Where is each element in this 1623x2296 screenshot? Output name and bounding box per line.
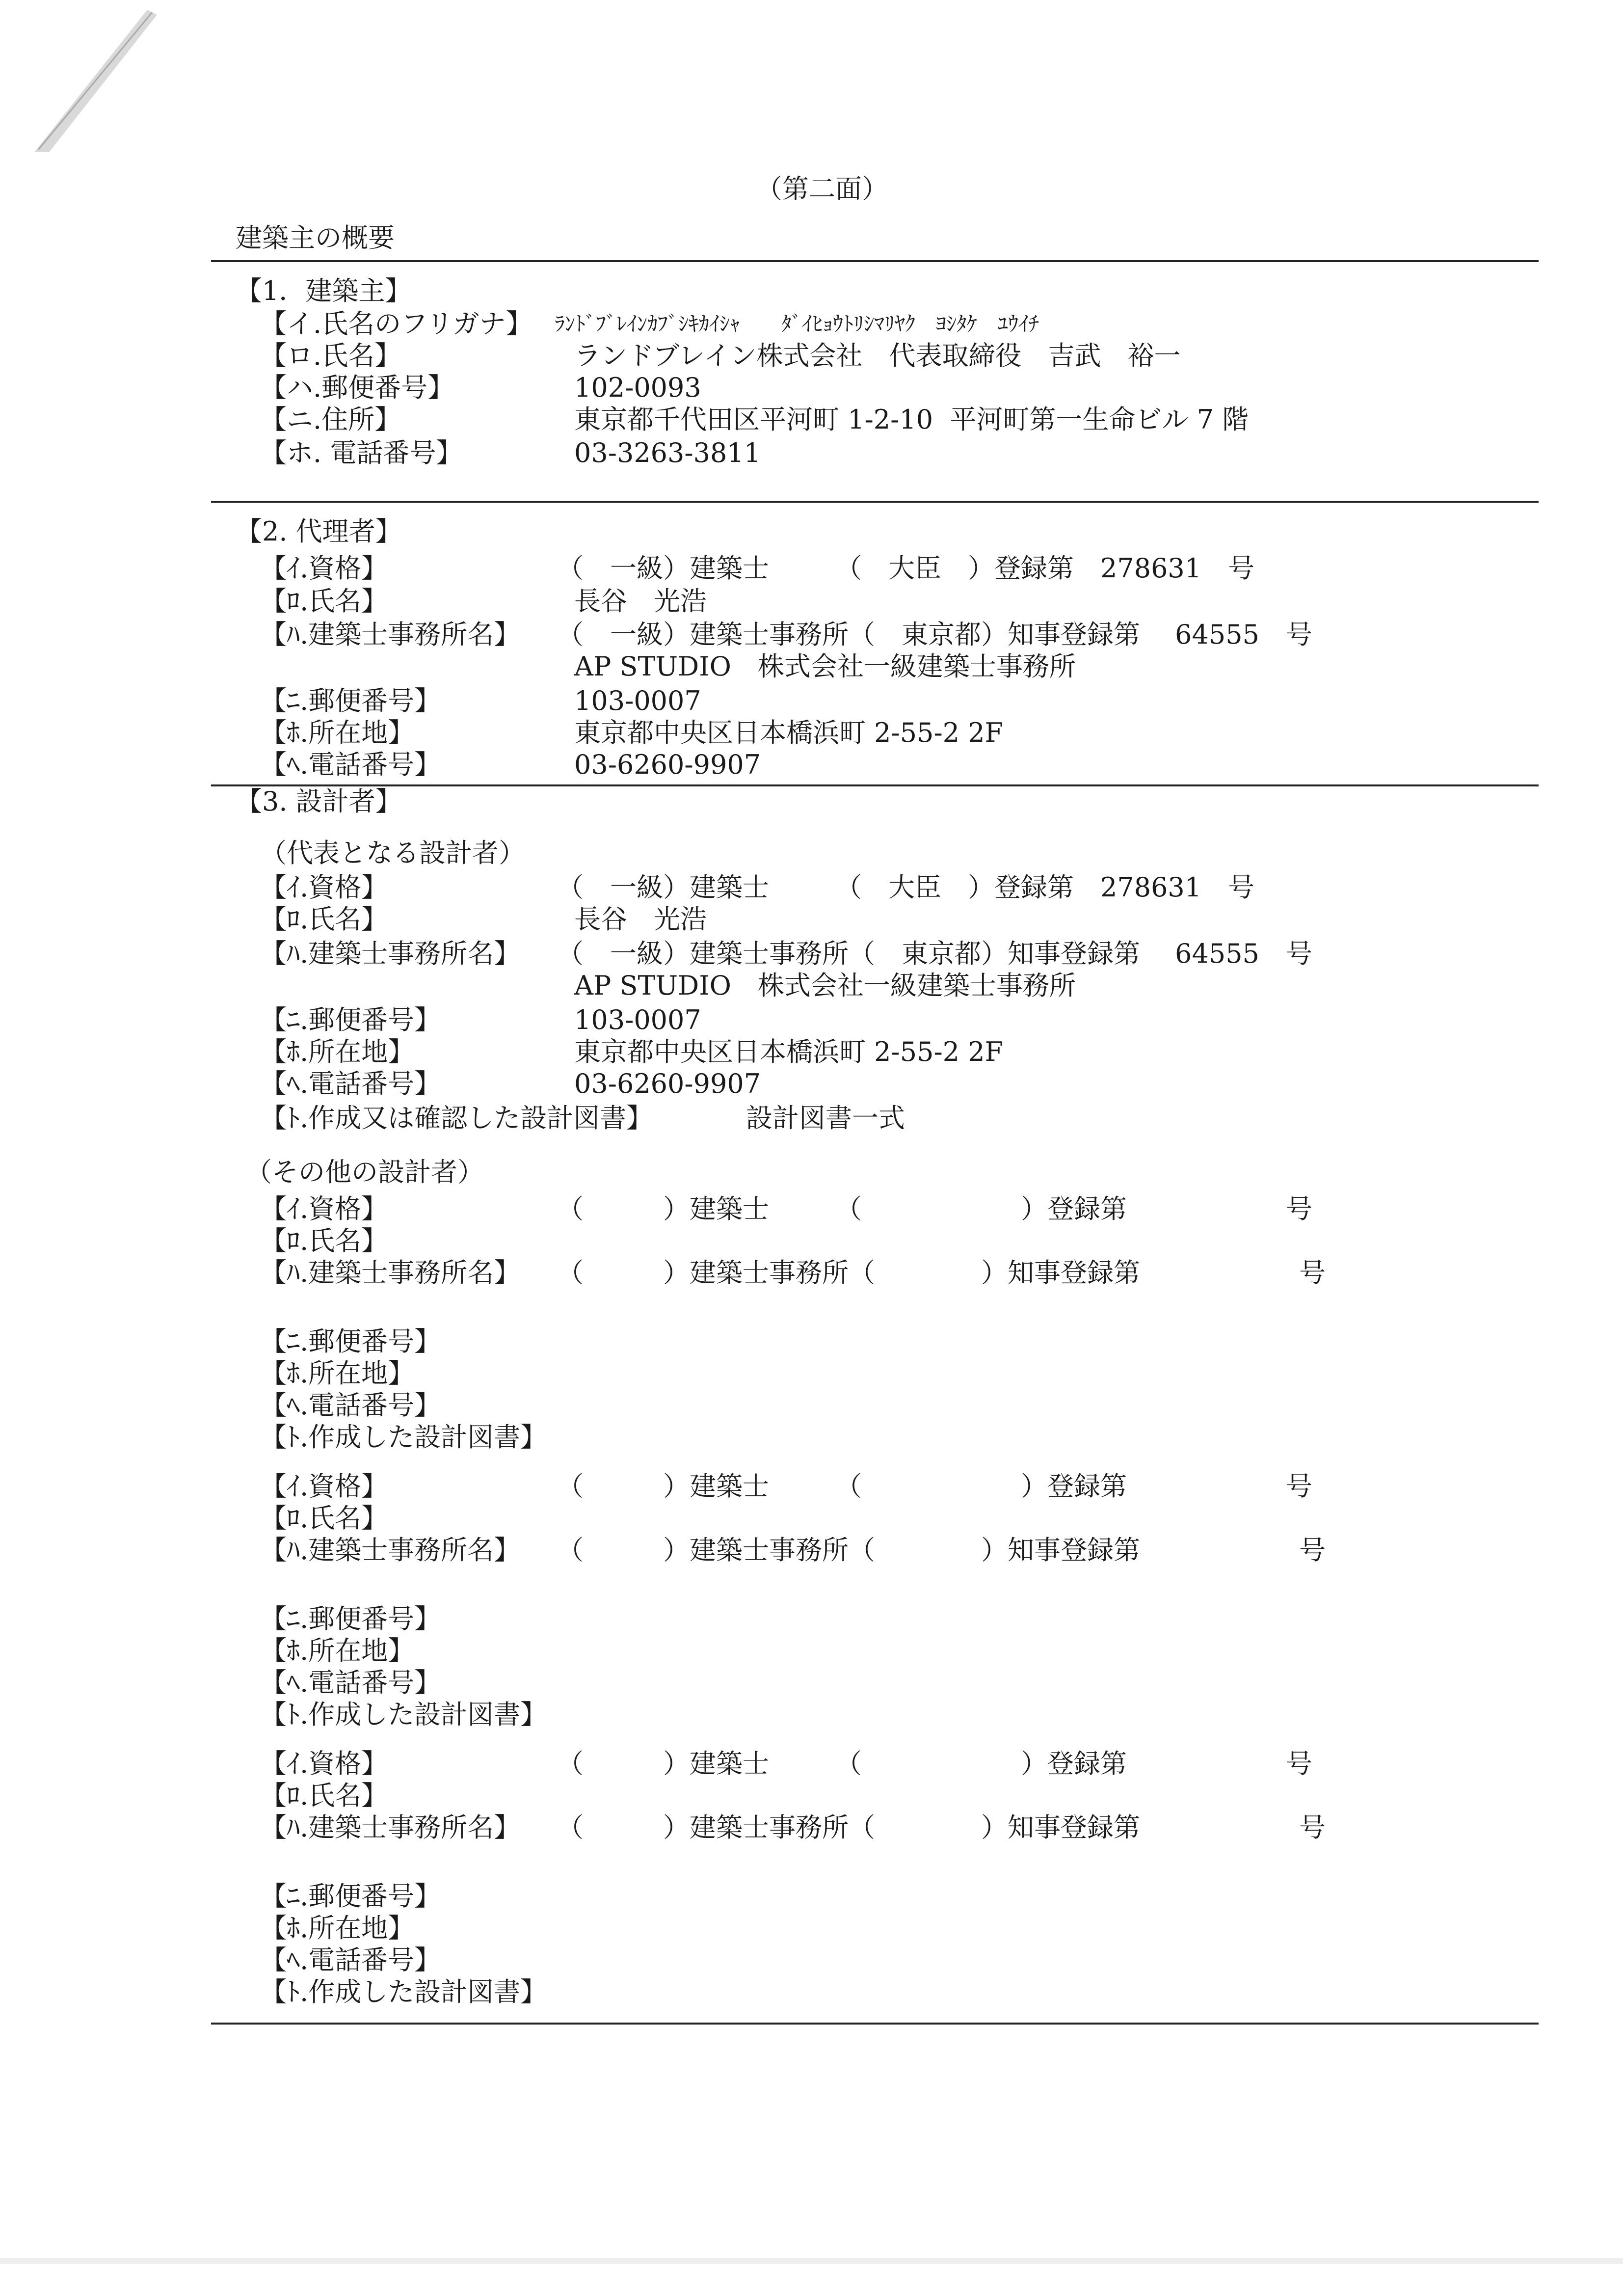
other-qualification-value: （ ）建築士 （ ）登録第 号 <box>557 1748 1312 1779</box>
agent-office-label: 【ﾊ.建築士事務所名】 <box>260 619 521 650</box>
owner-address-value: 東京都千代田区平河町 1-2-10 平河町第一生命ビル 7 階 <box>574 404 1249 435</box>
other-name-label: 【ﾛ.氏名】 <box>260 1780 388 1811</box>
divider <box>211 784 1539 786</box>
agent-name-value: 長谷 光浩 <box>574 586 707 617</box>
agent-office-value-2: AP STUDIO 株式会社一級建築士事務所 <box>574 651 1076 682</box>
agent-postal-label: 【ﾆ.郵便番号】 <box>260 685 441 716</box>
other-qualification-label: 【ｲ.資格】 <box>260 1471 388 1502</box>
owner-name-value: ランドブレイン株式会社 代表取締役 吉武 裕一 <box>574 340 1181 371</box>
other-office-value: （ ）建築士事務所（ ）知事登録第 号 <box>557 1535 1326 1566</box>
rep-office-value: （ 一級）建築士事務所（ 東京都）知事登録第 64555 号 <box>557 938 1312 969</box>
other-office-label: 【ﾊ.建築士事務所名】 <box>260 1257 521 1288</box>
owner-phone-label: 【ホ. 電話番号】 <box>260 437 463 468</box>
other-qualification-label: 【ｲ.資格】 <box>260 1748 388 1779</box>
rep-office-label: 【ﾊ.建築士事務所名】 <box>260 938 521 969</box>
divider <box>211 501 1539 503</box>
rep-phone-label: 【ﾍ.電話番号】 <box>260 1068 441 1099</box>
rep-drawings-label: 【ﾄ.作成又は確認した設計図書】 <box>260 1103 653 1134</box>
owner-phone-value: 03-3263-3811 <box>574 437 761 468</box>
other-name-label: 【ﾛ.氏名】 <box>260 1225 388 1256</box>
owner-furigana-value: ﾗﾝﾄﾞﾌﾞﾚｲﾝｶﾌﾞｼｷｶｲｼｬ ﾀﾞｲﾋｮｳﾄﾘｼﾏﾘﾔｸ ﾖｼﾀｹ ﾕｳｲﾁ <box>555 312 1039 336</box>
rep-phone-value: 03-6260-9907 <box>574 1068 761 1099</box>
other-drawings-label: 【ﾄ.作成した設計図書】 <box>260 1422 547 1453</box>
rep-location-value: 東京都中央区日本橋浜町 2-55-2 2F <box>574 1036 1004 1067</box>
other-phone-label: 【ﾍ.電話番号】 <box>260 1390 441 1421</box>
page-heading: 建築主の概要 <box>236 222 395 253</box>
page-face-label: （第二面） <box>756 173 888 204</box>
agent-phone-value: 03-6260-9907 <box>574 749 761 780</box>
designer-section-title: 【3. 設計者】 <box>236 786 402 817</box>
other-postal-label: 【ﾆ.郵便番号】 <box>260 1603 441 1634</box>
owner-furigana-label: 【イ.氏名のフリガナ】 <box>260 308 532 339</box>
other-drawings-label: 【ﾄ.作成した設計図書】 <box>260 1976 547 2007</box>
other-name-label: 【ﾛ.氏名】 <box>260 1503 388 1534</box>
agent-name-label: 【ﾛ.氏名】 <box>260 586 388 617</box>
other-qualification-label: 【ｲ.資格】 <box>260 1193 388 1224</box>
rep-postal-label: 【ﾆ.郵便番号】 <box>260 1004 441 1035</box>
rep-qualification-label: 【ｲ.資格】 <box>260 872 388 903</box>
other-phone-label: 【ﾍ.電話番号】 <box>260 1667 441 1698</box>
other-office-label: 【ﾊ.建築士事務所名】 <box>260 1535 521 1566</box>
scan-edge-shadow <box>0 2258 1623 2264</box>
other-postal-label: 【ﾆ.郵便番号】 <box>260 1881 441 1912</box>
agent-phone-label: 【ﾍ.電話番号】 <box>260 749 441 780</box>
other-location-label: 【ﾎ.所在地】 <box>260 1635 415 1666</box>
agent-qualification-label: 【ｲ.資格】 <box>260 553 388 584</box>
owner-section-title: 【1．建築主】 <box>236 275 412 306</box>
agent-qualification-value: （ 一級）建築士 （ 大臣 ）登録第 278631 号 <box>557 553 1255 584</box>
owner-postal-label: 【ハ.郵便番号】 <box>260 372 454 403</box>
divider <box>211 2023 1539 2025</box>
other-qualification-value: （ ）建築士 （ ）登録第 号 <box>557 1193 1312 1224</box>
designer-rep-title: （代表となる設計者） <box>260 837 525 868</box>
owner-name-label: 【ロ.氏名】 <box>260 340 401 371</box>
other-office-value: （ ）建築士事務所（ ）知事登録第 号 <box>557 1257 1326 1288</box>
agent-section-title: 【2. 代理者】 <box>236 516 402 547</box>
divider <box>211 260 1539 262</box>
other-postal-label: 【ﾆ.郵便番号】 <box>260 1326 441 1357</box>
owner-address-label: 【ニ.住所】 <box>260 404 401 435</box>
other-phone-label: 【ﾍ.電話番号】 <box>260 1945 441 1975</box>
rep-office-value-2: AP STUDIO 株式会社一級建築士事務所 <box>574 970 1076 1001</box>
other-office-label: 【ﾊ.建築士事務所名】 <box>260 1812 521 1843</box>
other-location-label: 【ﾎ.所在地】 <box>260 1358 415 1389</box>
other-office-value: （ ）建築士事務所（ ）知事登録第 号 <box>557 1812 1326 1843</box>
rep-qualification-value: （ 一級）建築士 （ 大臣 ）登録第 278631 号 <box>557 872 1255 903</box>
agent-postal-value: 103-0007 <box>574 685 701 716</box>
agent-office-value: （ 一級）建築士事務所（ 東京都）知事登録第 64555 号 <box>557 619 1312 650</box>
rep-drawings-value: 設計図書一式 <box>746 1103 905 1134</box>
rep-name-label: 【ﾛ.氏名】 <box>260 904 388 935</box>
agent-location-label: 【ﾎ.所在地】 <box>260 717 415 748</box>
rep-location-label: 【ﾎ.所在地】 <box>260 1036 415 1067</box>
other-drawings-label: 【ﾄ.作成した設計図書】 <box>260 1699 547 1730</box>
rep-name-value: 長谷 光浩 <box>574 904 707 935</box>
rep-postal-value: 103-0007 <box>574 1004 701 1035</box>
other-location-label: 【ﾎ.所在地】 <box>260 1913 415 1944</box>
folded-corner-mark <box>34 10 157 152</box>
owner-postal-value: 102-0093 <box>574 372 701 403</box>
other-qualification-value: （ ）建築士 （ ）登録第 号 <box>557 1471 1312 1502</box>
agent-location-value: 東京都中央区日本橋浜町 2-55-2 2F <box>574 717 1004 748</box>
designer-other-title: （その他の設計者） <box>245 1157 484 1188</box>
